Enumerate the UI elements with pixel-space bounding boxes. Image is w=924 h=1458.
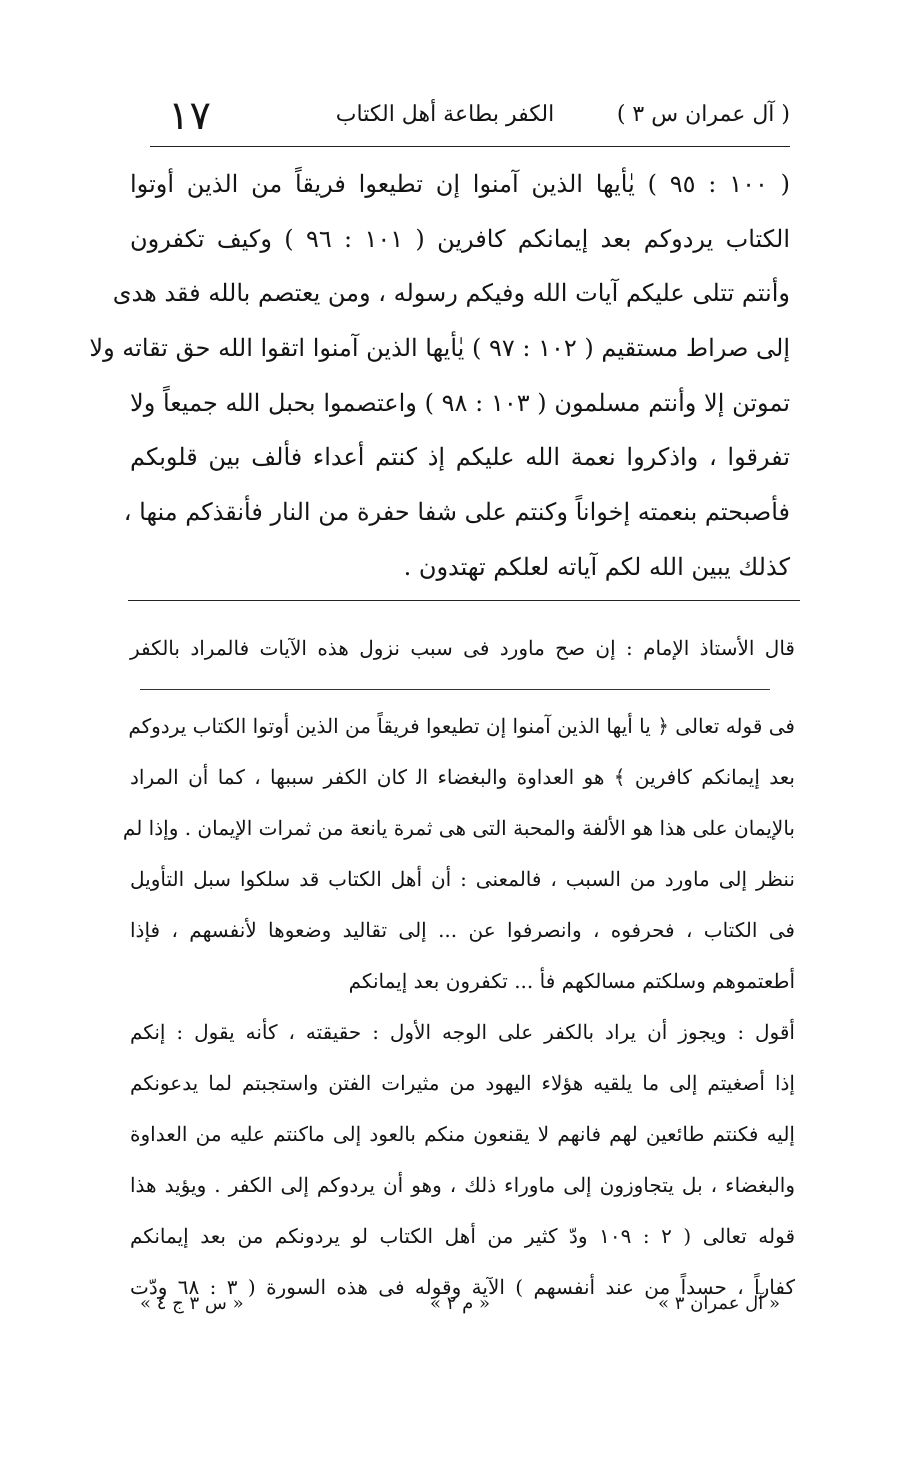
- commentary-text-block: [122, 701, 796, 1313]
- commentary-line: ننظر إلى ماورد من السبب ، فالمعنى : أن أهل الكتاب قد سلكوا سبل التأويل: [130, 867, 795, 891]
- header-rule: [150, 146, 790, 147]
- quran-line: وأنتم تتلى عليكم آيات الله وفيكم رسوله ، ومن يعتصم بالله فقد هدى: [112, 279, 790, 308]
- commentary-line: قال الأستاذ الإمام : إن صح ماورد فى سبب نزول هذه الآيات فالمراد بالكفر: [130, 636, 795, 660]
- page-number: ١٧: [168, 93, 211, 139]
- commentary-line: إذا أصغيتم إلى ما يلقيه هؤلاء اليهود من مثيرات الفتن واستجبتم لما يدعونكم: [130, 1071, 795, 1095]
- quran-line: ( ١٠٠ : ٩٥ ) يٰأيها الذين آمنوا إن تطيعوا فريقاً من الذين أوتوا: [130, 170, 791, 198]
- commentary-line: قوله تعالى ( ٢ : ١٠٩ ودّ كثير من أهل الكتاب لو يردونكم من بعد إيمانكم: [130, 1224, 795, 1248]
- footer-volume-ref: « س ٣ ج ٤ »: [140, 1293, 244, 1314]
- commentary-line: والبغضاء ، بل يتجاوزون إلى ماوراء ذلك ، وهو أن يردوكم إلى الكفر . ويؤيد هذا: [130, 1173, 795, 1197]
- page-footer: [140, 1293, 780, 1333]
- quran-line: الكتاب يردوكم بعد إيمانكم كافرين ( ١٠١ : ٩٦ ) وكيف تكفرون: [130, 224, 791, 253]
- running-title: الكفر بطاعة أهل الكتاب: [335, 102, 555, 127]
- quran-line: إلى صراط مستقيم ( ١٠٢ : ٩٧ ) يٰأيها الذين آمنوا اتقوا الله حق تقاته ولا: [89, 334, 790, 363]
- quran-text-block: [89, 157, 791, 595]
- commentary-line: بالإيمان على هذا هو الألفة والمحبة التى هى ثمرة يانعة من ثمرات الإيمان . وإذا لم: [122, 816, 795, 840]
- commentary-line: أطعتموهم وسلكتم مسالكهم فأ‍ ... تكفرون بعد إيمانكم: [348, 969, 795, 993]
- section-divider: [128, 600, 800, 601]
- commentary-line: فى قوله تعالى ﴿ يا أيها الذين آمنوا إن تطيعوا فريقاً من الذين أوتوا الكتاب يردوكم: [128, 714, 795, 738]
- commentary-intro: [130, 623, 795, 674]
- page-header: [150, 92, 790, 144]
- quran-line: فأصبحتم بنعمته إخواناً وكنتم على شفا حفرة من النار فأنقذكم منها ،: [123, 498, 790, 527]
- commentary-line: إليه فكنتم طائعين لهم فانهم لا يقنعون منكم بالعود إلى ماكنتم عليه من العداوة: [130, 1122, 795, 1146]
- quran-line: كذلك يبين الله لكم آياته لعلكم تهتدون .: [403, 552, 790, 581]
- quran-line: تفرقوا ، واذكروا نعمة الله عليكم إذ كنتم أعداء فألف بين قلوبكم: [130, 443, 790, 472]
- commentary-line: فى الكتاب ، فحرفوه ، وانصرفوا عن ... إلى تقاليد وضعوها لأنفسهم ، فإذا: [130, 918, 795, 942]
- quote-rule: [140, 689, 770, 690]
- commentary-line: بعد إيمانكم كافرين ﴾ هو العداوة والبغضاء ال‍ كان الكفر سببها ، كما أن المراد: [130, 765, 795, 789]
- footer-signature: « م ٢ »: [430, 1293, 491, 1314]
- commentary-line: أقول : ويجوز أن يراد بالكفر على الوجه الأول : حقيقته ، كأنه يقول : إنكم: [130, 1020, 795, 1044]
- footer-surah-ref: « آل عمران ٣ »: [658, 1293, 780, 1314]
- quran-line: تموتن إلا وأنتم مسلمون ( ١٠٣ : ٩٨ ) واعتصموا بحبل الله جميعاً ولا: [130, 388, 791, 417]
- commentary-line: كفاراً ، حسداً من عند أنفسهم ) الآية وقوله فى هذه السورة ( ٣ : ٦٨ ودّت: [130, 1275, 796, 1299]
- surah-reference: ( آل عمران س ٣ ): [616, 102, 790, 127]
